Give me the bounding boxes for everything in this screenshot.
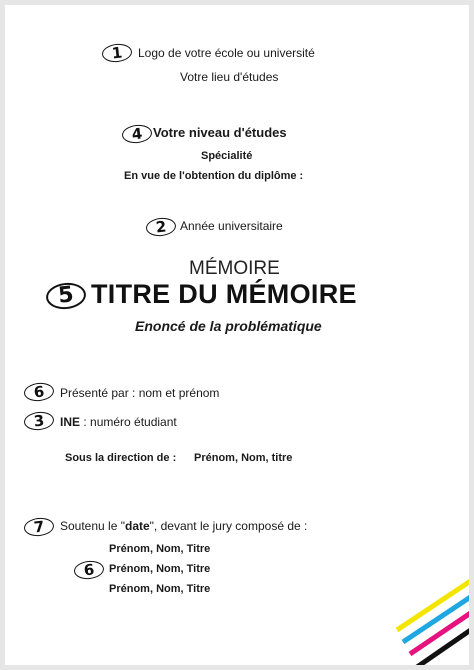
diploma-text: En vue de l'obtention du diplôme : [124, 170, 304, 182]
specialty-text: Spécialité [201, 150, 253, 162]
memoire-title: TITRE DU MÉMOIRE [91, 279, 357, 309]
defense-date: date [124, 519, 150, 533]
step-badge-7: 7 [23, 516, 55, 537]
defense-post: ", devant le jury composé de : [149, 519, 308, 533]
presented-by-text: Présenté par : nom et prénom [60, 386, 220, 400]
step-badge-6b: 6 [73, 559, 105, 580]
ine-text: : numéro étudiant [80, 415, 177, 429]
direction-label: Sous la direction de : [65, 452, 177, 464]
memoire-label: MÉMOIRE [189, 258, 280, 279]
step-badge-3: 3 [23, 410, 55, 431]
step-badge-4: 4 [121, 123, 153, 144]
academic-year-text: Année universitaire [180, 219, 283, 233]
study-place-text: Votre lieu d'études [180, 70, 279, 84]
ine-label: INE [60, 415, 81, 429]
step-badge-5: 5 [45, 281, 87, 311]
study-level-text: Votre niveau d'études [153, 125, 287, 140]
corner-stripes-decoration [5, 5, 469, 665]
jury-member: Prénom, Nom, Titre [109, 563, 211, 575]
step-badge-1: 1 [101, 42, 133, 63]
step-badge-6: 6 [23, 381, 55, 402]
step-badge-2: 2 [145, 216, 177, 237]
defense-pre: Soutenu le " [60, 519, 125, 533]
school-logo-placeholder: Logo de votre école ou université [138, 46, 315, 60]
problem-statement: Enoncé de la problématique [135, 318, 322, 334]
document-page [5, 5, 469, 665]
jury-member: Prénom, Nom, Titre [109, 583, 211, 595]
direction-value: Prénom, Nom, titre [194, 452, 293, 464]
jury-member: Prénom, Nom, Titre [109, 543, 211, 555]
